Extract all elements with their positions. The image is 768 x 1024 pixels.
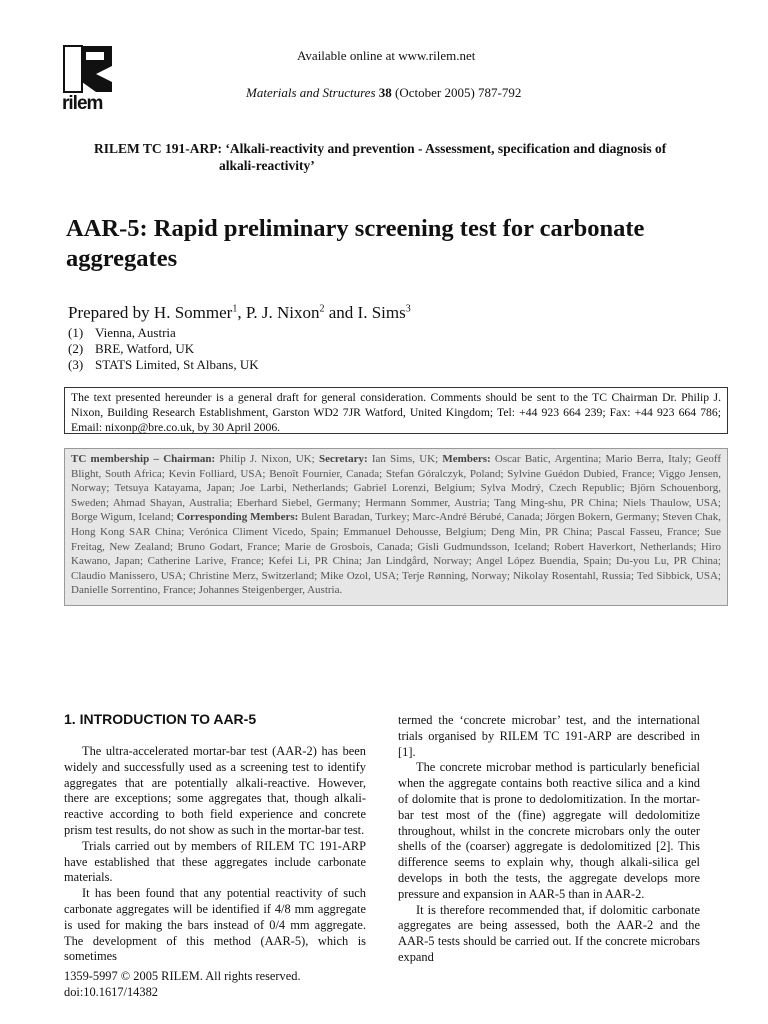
membership-chairman: Philip J. Nixon, UK;: [215, 453, 319, 465]
author-text: and I. Sims: [324, 303, 406, 322]
author-text: , P. J. Nixon: [237, 303, 320, 322]
paragraph: It is therefore recommended that, if dolomitic carbonate aggregates are being assessed, both the AAR-2 and the AAR-5 tests should be carried out. If the concrete microbars expand: [398, 902, 700, 964]
committee-line-1: RILEM TC 191-ARP: ‘Alkali-reactivity and prevention - Assessment, specification and diagnosis of: [94, 141, 667, 156]
affiliation-text: Vienna, Austria: [95, 325, 176, 340]
affiliation-number: (3): [68, 357, 84, 372]
secretary-label: Secretary:: [318, 453, 368, 465]
paragraph: It has been found that any potential reactivity of such carbonate aggregates will be identified if 4/8 mm aggregate is used for making the bars instead of 0/4 mm aggregate. The development of this method (AAR-5), which is sometimes: [64, 886, 366, 964]
paper-title: AAR-5: Rapid preliminary screening test for carbonate aggregates: [66, 215, 645, 272]
journal-name: Materials and Structures: [246, 85, 376, 100]
membership-corresponding: Bulent Baradan, Turkey; Marc-André Bérubé, Canada; Jörgen Bokern, Germany; Steven Chak, Hong Kong SAR China; Verónica Climent Vicedo, Spain; Emmanuel Dehousse, Belgium; Deng Min, PR China; Pascal Fasseu, France; Sue Freitag, New Zealand; Bruno Godart, France; Marie de Grosbois, Canada; Gisli Gudmundsson, Iceland; Robert Haverkort, Netherlands; Hiro Kawano, Japan; Catherine Larive, France; Kefei Li, PR China; Jan Lindgård, Norway; Angel López Buendia, Spain; Du-you Lu, PR China; Claudio Manissero, USA; Christine Merz, Switzerland; Mike Ozol, USA; Terje Rønning, Norway; Nikolay Rosentahl, Russia; Ted Sibbick, USA; Danielle Sorrentino, France; Johannes Steigenberger, Austria.: [71, 511, 721, 597]
draft-notice-box: The text presented hereunder is a general draft for general consideration. Comments should be sent to the TC Chairman Dr. Philip J. Nixon, Building Research Establishment, Garston WD2 7JR Watford, United Kingdom; Tel: +44 923 664 239; Fax: +44 923 664 786; Email: nixonp@bre.co.uk, by 30 April 2006.: [64, 387, 728, 434]
section-heading: 1. INTRODUCTION TO AAR-5: [64, 711, 257, 727]
tc-membership-box: [64, 448, 728, 606]
paragraph: termed the ‘concrete microbar’ test, and the international trials organised by RILEM TC 191-ARP are described in [1].: [398, 713, 700, 759]
journal-citation: [246, 85, 521, 101]
author-superscript: 3: [405, 303, 411, 315]
paragraph: The concrete microbar method is particularly beneficial when the aggregate contains both reactive silica and a kind of dolomite that is prone to dedolomitization. In the mortar-bar test most of the (fine) aggregate will dedolomitize throughout, whilst in the concrete microbars only the outer shells of the (coarser) aggregate is dedolomitized [2]. This difference seems to explain why, though alkali-silica gel develops in both the tests, the aggregate develops more pressure and expansion in AAR-5 than in AAR-2.: [398, 760, 700, 901]
body-column-right: [398, 713, 700, 966]
committee-line-2: alkali-reactivity’: [219, 158, 315, 173]
author-superscript: 2: [319, 303, 325, 315]
affiliation-text: BRE, Watford, UK: [95, 341, 195, 356]
author-line: [68, 303, 411, 323]
copyright-footer: [64, 968, 301, 1000]
affiliation-number: (2): [68, 341, 84, 356]
affiliation-item: [68, 325, 176, 341]
journal-volume: 38: [378, 85, 392, 100]
members-label: Members:: [442, 453, 491, 465]
rilem-wordmark: rilem: [62, 93, 103, 114]
affiliation-item: [68, 357, 259, 373]
membership-members: Oscar Batic, Argentina; Mario Berra, Italy; Geoff Blight, South Africa; Kevin Folliard, USA; Benoît Fournier, Canada; Stefan Góralczyk, Poland; Sylvine Guédon Dubied, France; Viggo Jensen, Norway; Tetsuya Katayama, Japan; Joe Larbi, Netherlands; Gabriel Lorenzi, Belgium; Sylva Modrý, Czech Republic; Björn Schouenborg, Sweden; Ahmad Shayan, Australia; Eberhard Siebel, Germany; Hermann Sommer, Austria; Tang Ming-shu, PR China; Niels Thaulow, USA; Borge Wigum, Iceland;: [71, 453, 722, 524]
paragraph: The ultra-accelerated mortar-bar test (AAR-2) has been widely and successfully used as a screening test to identify aggregates that are potentially alkali-reactive. However, there are exceptions; some aggregates that, though alkali-reactive according to both field experience and concrete prism test results, do not show as such in the mortar-bar test.: [64, 744, 366, 837]
rilem-logo-icon: [62, 44, 114, 94]
affiliation-item: [68, 341, 194, 357]
author-superscript: 1: [232, 303, 238, 315]
author-text: Prepared by H. Sommer: [68, 303, 233, 322]
available-online-text: Available online at www.rilem.net: [297, 48, 476, 63]
affiliation-number: (1): [68, 325, 84, 340]
rilem-logo: [62, 44, 114, 114]
issn-copyright: 1359-5997 © 2005 RILEM. All rights reserved.: [64, 969, 301, 983]
membership-label: TC membership – Chairman:: [71, 453, 216, 465]
body-column-left: [64, 744, 366, 965]
affiliation-text: STATS Limited, St Albans, UK: [95, 357, 259, 372]
journal-issue-pages: (October 2005) 787-792: [395, 85, 522, 100]
membership-secretary: Ian Sims, UK;: [367, 453, 443, 465]
corresponding-label: Corresponding Members:: [176, 511, 299, 524]
doi: doi:10.1617/14382: [64, 985, 158, 999]
paragraph: Trials carried out by members of RILEM TC 191-ARP have established that these aggregates include carbonate materials.: [64, 838, 366, 885]
